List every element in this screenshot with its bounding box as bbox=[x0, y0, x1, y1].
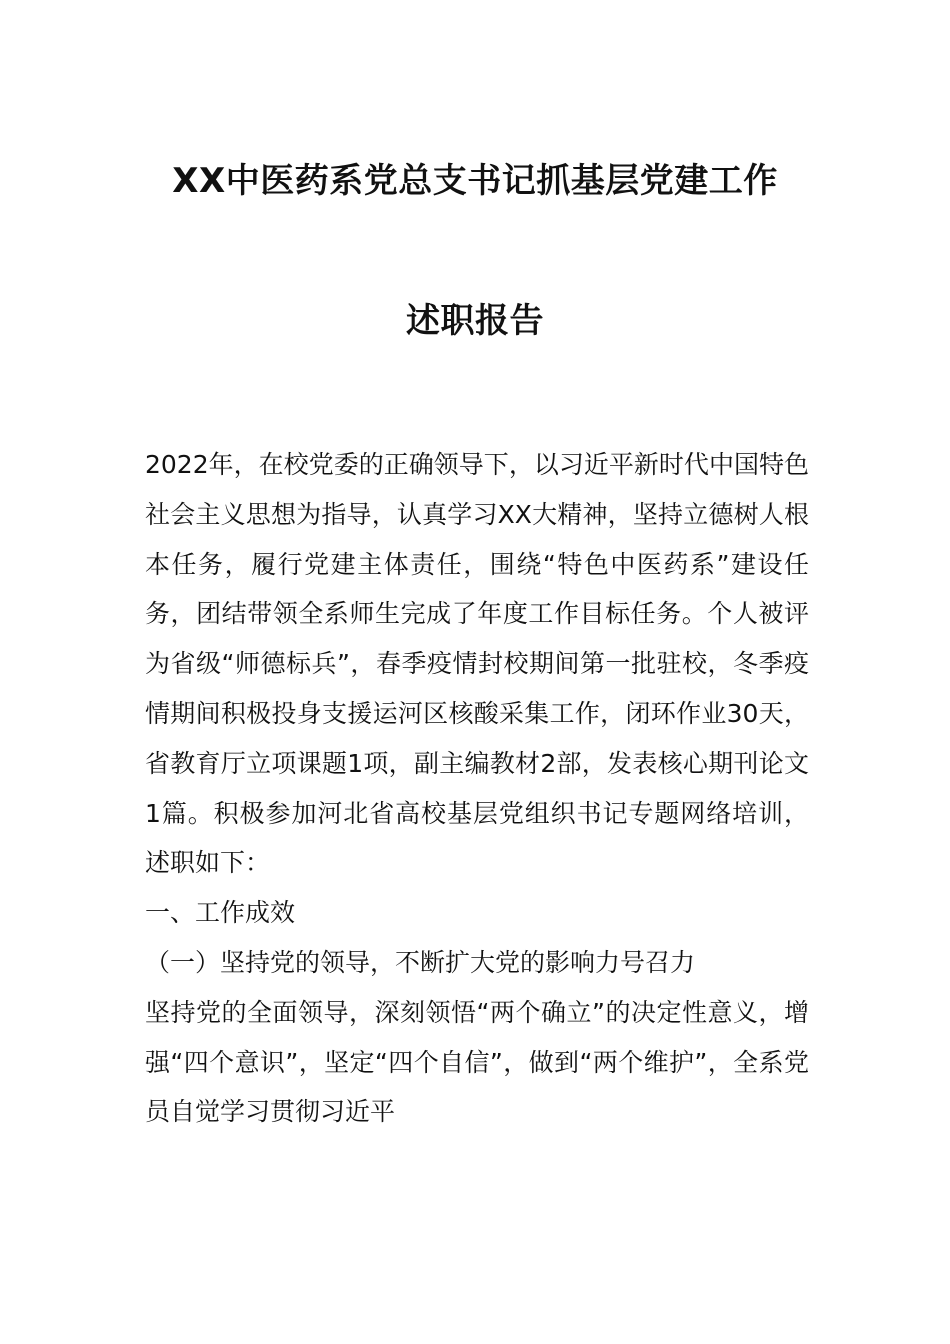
subsection-paragraph: 坚持党的全面领导，深刻领悟“两个确立”的决定性意义，增强“四个意识”，坚定“四个自信”，做到“两个维护”，全系党员自觉学习贯彻习近平 bbox=[145, 997, 809, 1127]
document-title-line-2: 述职报告 bbox=[406, 301, 544, 341]
section-heading: 一、工作成效 bbox=[145, 898, 296, 928]
document-title-line-1: XX中医药系党总支书记抓基层党建工作 bbox=[172, 161, 778, 201]
subsection-heading: （一）坚持党的领导，不断扩大党的影响力号召力 bbox=[145, 947, 696, 977]
intro-paragraph: 2022年，在校党委的正确领导下，以习近平新时代中国特色社会主义思想为指导，认真学习XX大精神，坚持立德树人根本任务，履行党建主体责任，围绕“特色中医药系”建设任务，团结带领全系师生完成了年度工作目标任务。个人被评为省级“师德标兵”，春季疫情封校期间第一批驻校，冬季疫情期间积极投身支援运河区核酸采集工作，闭环作业30天，省教育厅立项课题1项，副主编教材2部，发表核心期刊论文1篇。积极参加河北省高校基层党组织书记专题网络培训，述职如下： bbox=[145, 450, 809, 878]
document-body bbox=[145, 440, 809, 1137]
